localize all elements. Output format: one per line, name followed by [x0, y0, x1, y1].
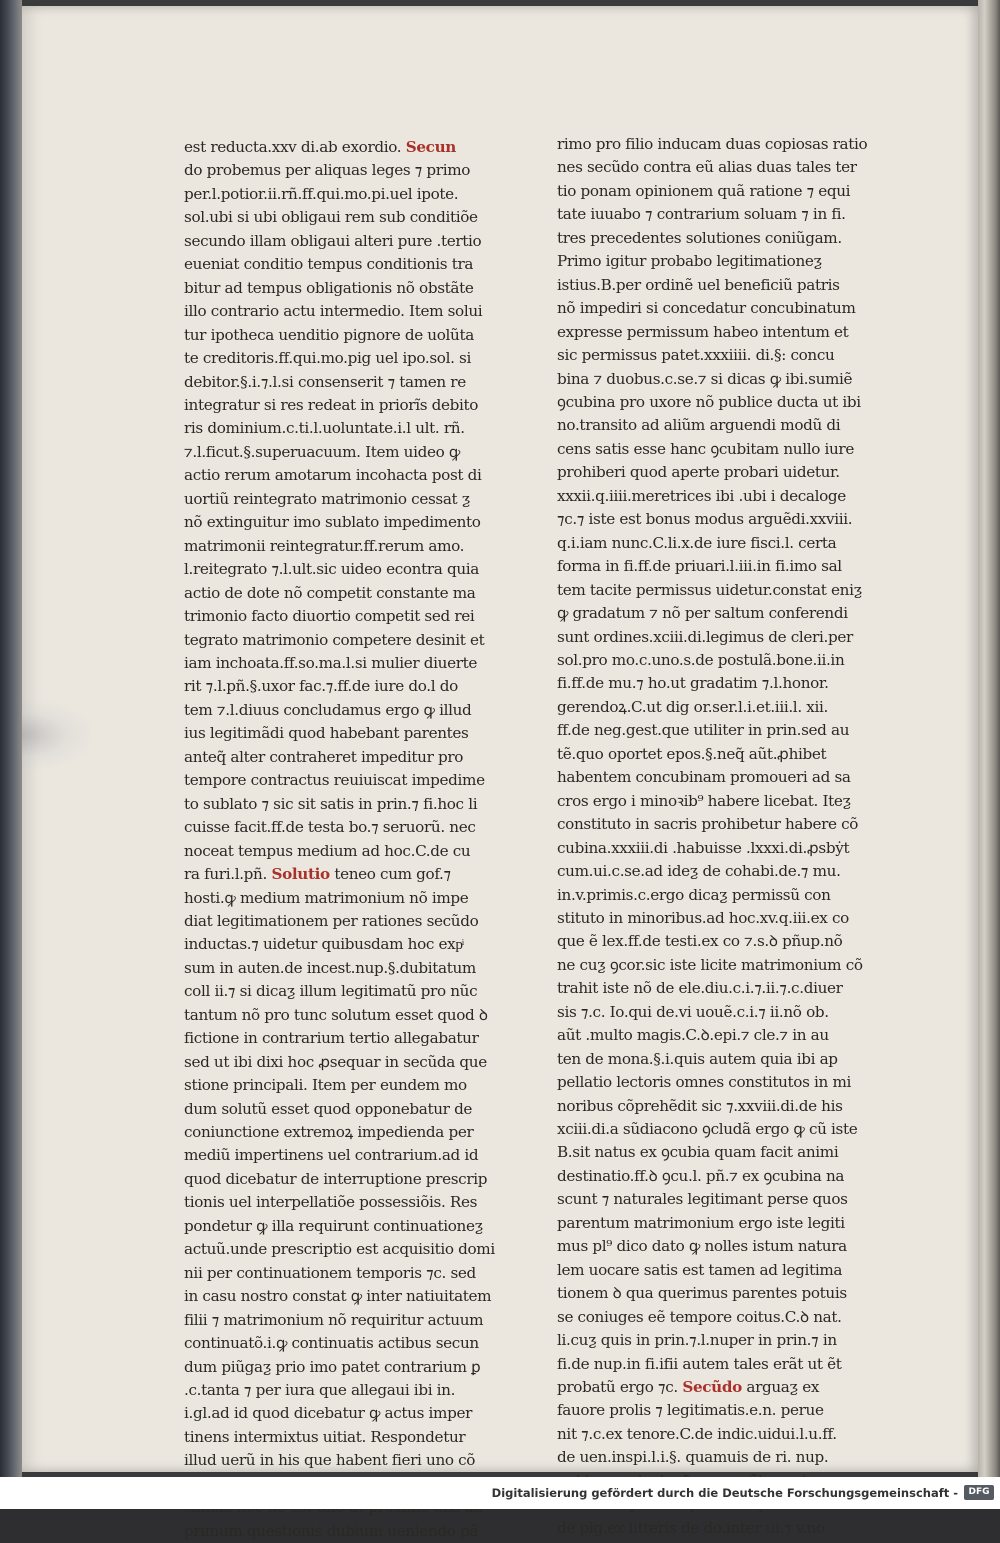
rubric-initial: Secun — [405, 138, 456, 156]
text-line: ff.de neg.gest.que utiliter in prin.sed au — [557, 721, 850, 740]
text-line: nii per continuationem temporis ⁊c. sed — [184, 1263, 476, 1282]
text-line: li.cuƺ quis in prin.⁊.l.nuper in prin.⁊ in — [557, 1331, 837, 1350]
text-line: constituto in sacris prohibetur habere cõ — [557, 815, 859, 834]
text-line: ris dominium.c.ti.l.uoluntate.i.l ult. rñ. — [184, 419, 465, 438]
text-line: se coniuges eẽ tempore coitus.C.ꝺ nat. — [557, 1307, 842, 1326]
text-line: uortiũ reintegrato matrimonio cessat ƺ — [184, 489, 471, 508]
text-line: tur ipotheca uenditio pignore de uolũta — [184, 325, 474, 344]
text-line: tres precedentes solutiones coniũgam. — [557, 228, 842, 247]
text-line: sol.pro mo.c.uno.s.de postulã.bone.ii.in — [557, 650, 845, 669]
text-line: scunt ⁊ naturales legitimant perse quos — [557, 1190, 848, 1209]
text-line: in casu nostro constat ꝙ inter natiuitatem — [184, 1287, 492, 1306]
text-line: ne cuƺ ꝯcor.sic iste licite matrimonium cõ — [557, 955, 863, 974]
text-line: bina ⁊ duobus.c.se.⁊ si dicas ꝙ ibi.sumiẽ — [557, 369, 853, 388]
text-line: tio ponam opinionem quã ratione ⁊ equi — [557, 181, 851, 200]
text-line: pellatio lectoris omnes constitutos in mi — [557, 1073, 851, 1092]
text-line: pondetur ꝙ illa requirunt continuationeƺ — [184, 1216, 483, 1235]
text-line: filii ⁊ matrimonium nõ requiritur actuum — [184, 1310, 484, 1329]
text-line: sol.ubi si ubi obligaui rem sub conditiõe — [184, 208, 478, 227]
text-line: gerendoꝝ.C.ut dig or.ser.l.i.et.iii.l. xii. — [557, 697, 828, 716]
text-line: rit ⁊.l.pñ.§.uxor fac.⁊.ff.de iure do.l do — [184, 677, 458, 696]
text-line: fictione in contrarium tertio allegabatur — [184, 1029, 479, 1048]
text-line: sed ut ibi dixi hoc ꝓsequar in secũda que — [184, 1052, 487, 1071]
text-line: do probemus per aliquas leges ⁊ primo — [184, 161, 471, 180]
text-line: iam inchoata.ff.so.ma.l.si mulier diuerte — [184, 653, 478, 672]
text-line: nes secũdo contra eũ alias duas tales ter — [557, 158, 857, 177]
rubric-initial: Solutio — [271, 865, 330, 884]
text-line: forma in fi.ff.de priuari.l.iii.in fi.imo sal — [557, 557, 842, 576]
text-line: ꝙ gradatum ⁊ nõ per saltum conferendi — [557, 604, 848, 623]
text-line: trimonio facto diuortio competit sed rei — [184, 607, 475, 626]
text-line: tegrato matrimonio competere desinit et — [184, 630, 485, 649]
text-line: nõ extinguitur imo sublato impedimento — [184, 513, 481, 532]
text-line: integratur si res redeat in priorĩs debito — [184, 395, 479, 414]
text-line: bitur ad tempus obligationis nõ obstãte — [184, 278, 474, 297]
text-line: per.l.potior.ii.rñ.ff.qui.mo.pi.uel ipote. — [184, 184, 459, 203]
text-line: stione principali. Item per eundem mo — [184, 1076, 467, 1095]
text-line: xciii.di.a sũdiacono ꝯcludã ergo ꝙ cũ iste — [557, 1120, 858, 1139]
text-line: B.sit natus ex ꝯcubia quam facit animi — [557, 1143, 839, 1162]
text-line: ius legitimãdi quod habebant parentes — [184, 724, 469, 743]
text-line: coll ii.⁊ si dicaƺ illum legitimatũ pro nũc — [184, 982, 478, 1001]
left-text-column — [184, 136, 495, 1543]
text-line: te creditoris.ff.qui.mo.pig uel ipo.sol. si — [184, 349, 471, 368]
text-line: i.gl.ad id quod dicebatur ꝙ actus imper — [184, 1404, 473, 1423]
text-line: stituto in minoribus.ad hoc.xv.q.iii.ex co — [557, 908, 849, 927]
text-line: nit ⁊.c.ex tenore.C.de indic.uidui.l.u.ff. — [557, 1424, 837, 1443]
text-line: lem uocare satis est tamen ad legitima — [557, 1260, 843, 1279]
book-cover-edge — [0, 0, 22, 1477]
text-line: trahit iste nõ de ele.diu.c.i.⁊.ii.⁊.c.diuer — [557, 979, 843, 998]
text-line: aũt .multo magis.C.ꝺ.epi.⁊ cle.⁊ in au — [557, 1026, 829, 1045]
text-line: fi.ff.de mu.⁊ ho.ut gradatim ⁊.l.honor. — [557, 674, 829, 693]
text-line: to sublato ⁊ sic sit satis in prin.⁊ fi.hoc li — [184, 794, 478, 813]
text-line: cros ergo i minoꝛib⁹ habere licebat. Iteƺ — [557, 791, 851, 810]
text-line: matrimonii reintegratur.ff.rerum amo. — [184, 536, 465, 555]
text-line: ra furi.l.pñ. Solutio teneo cum gof.⁊ — [184, 865, 451, 884]
text-line: diat legitimationem per rationes secũdo — [184, 911, 479, 930]
funding-notice: Digitalisierung gefördert durch die Deutsche Forschungsgemeinschaft - — [491, 1486, 958, 1500]
text-line: tẽ.quo oportet epos.§.neq̃ aũt.ꝓhibet — [557, 744, 827, 763]
text-line: inductas.⁊ uidetur quibusdam hoc expͥ — [184, 935, 463, 954]
text-line: est reducta.xxv di.ab exordio. Secun — [184, 138, 456, 156]
text-line: tionem ꝺ qua querimus parentes potuis — [557, 1284, 847, 1303]
text-line: de uen.inspi.l.i.§. quamuis de ri. nup. — [557, 1448, 829, 1467]
text-line: tem tacite permissus uidetur.constat eniƺ — [557, 580, 862, 599]
text-line: de pig.ex litteris de do.inter ui.⁊ v.no — [557, 1518, 825, 1537]
text-line: actio rerum amotarum incohacta post di — [184, 466, 482, 485]
text-line: prohiberi quod aperte probari uidetur. — [557, 463, 840, 482]
text-line: rimo pro filio inducam duas copiosas ratio — [557, 135, 868, 153]
text-line: ⁊.l.ficut.§.superuacuum. Item uideo ꝙ — [184, 442, 460, 461]
text-line: actuũ.unde prescriptio est acquisitio domi — [184, 1240, 495, 1259]
text-line: que ẽ lex.ff.de testi.ex co ⁊.s.ꝺ pñup.nõ — [557, 932, 843, 951]
text-line: sis ⁊.c. Io.qui de.vi uouẽ.c.i.⁊ ii.nõ ob. — [557, 1002, 829, 1021]
text-line: mediũ impertinens uel contrarium.ad id — [184, 1146, 479, 1165]
footer-bar — [0, 1477, 1000, 1509]
dfg-logo: DFG — [964, 1485, 994, 1500]
text-line: cubina.xxxiii.di .habuisse .lxxxi.di.ꝓsbẏt — [557, 838, 850, 857]
text-line: debitor.§.i.⁊.l.si consenserit ⁊ tamen re — [184, 372, 466, 391]
rubric-initial: Secũdo — [682, 1378, 742, 1397]
text-line: istius.B.per ordinẽ uel beneficiũ patris — [557, 275, 840, 294]
text-line: continuatõ.i.ꝙ continuatis actibus secun — [184, 1334, 479, 1353]
text-line: quod dicebatur de interruptione prescrip — [184, 1169, 488, 1188]
text-line: xxxii.q.iiii.meretrices ibi .ubi i decaloge — [557, 486, 846, 505]
text-line: mus pl⁹ dico dato ꝙ nolles istum natura — [557, 1237, 847, 1256]
text-line: sunt ordines.xciii.di.legimus de cleri.per — [557, 627, 853, 646]
text-line: l.reitegrato ⁊.l.ult.sic uideo econtra quia — [184, 560, 479, 579]
text-line: q.i.iam nunc.C.li.x.de iure fisci.l. certa — [557, 533, 837, 552]
text-line: tempore contractus reuiuiscat impedime — [184, 771, 485, 790]
text-line: coniunctione extremoꝝ impedienda per — [184, 1123, 474, 1142]
text-line: tinens intermixtus uitiat. Respondetur — [184, 1427, 466, 1446]
text-line: illud uerũ in his que habent fieri uno cõ — [184, 1451, 476, 1470]
text-line: ꝯcubina pro uxore nõ publice ducta ut ibi — [557, 392, 861, 411]
text-line: tem ⁊.l.diuus concludamus ergo ꝙ illud — [184, 700, 472, 719]
text-line: noceat tempus medium ad hoc.C.de cu — [184, 841, 471, 860]
text-line: hosti.ꝙ medium matrimonium nõ impe — [184, 888, 469, 907]
text-line: dum solutũ esset quod opponebatur de — [184, 1099, 473, 1118]
text-line: cens satis esse hanc ꝯcubitam nullo iure — [557, 439, 854, 458]
text-line: destinatio.ff.ꝺ ꝯcu.l. pñ.⁊ ex ꝯcubina na — [557, 1166, 845, 1185]
text-line: illo contrario actu intermedio. Item solui — [184, 302, 483, 321]
text-line: sic permissus patet.xxxiiii. di.§: concu — [557, 346, 835, 365]
text-line: ten de mona.§.i.quis autem quia ibi ap — [557, 1049, 838, 1068]
text-line: sum in auten.de incest.nup.§.dubitatum — [184, 958, 476, 977]
text-line: Primo igitur probabo legitimationeƺ — [557, 252, 822, 271]
text-line: cuisse facit.ff.de testa bo.⁊ seruorũ. nec — [184, 818, 476, 837]
text-line: ⁊c.⁊ iste est bonus modus arguẽdi.xxviii. — [557, 510, 853, 529]
text-line: eueniat conditio tempus conditionis tra — [184, 255, 474, 274]
text-line: tantum nõ pro tunc solutum esset quod ꝺ — [184, 1005, 488, 1024]
page-clip — [22, 700, 92, 770]
text-line: probatũ ergo ⁊c. Secũdo arguaƺ ex — [557, 1378, 820, 1397]
text-line: dum piũgaƺ prio imo patet contrarium ꝑ — [184, 1357, 481, 1376]
text-line: secundo illam obligaui alteri pure .tertio — [184, 231, 482, 250]
text-line: actio de dote nõ competit constante ma — [184, 583, 476, 602]
text-line: no.transito ad aliũm arguendi modũ di — [557, 416, 841, 435]
text-line: noribus cõprehẽdit sic ⁊.xxviii.di.de his — [557, 1096, 843, 1115]
text-line: tionis uel interpellatiõe possessiõis. Res — [184, 1193, 478, 1212]
text-line: in.v.primis.c.ergo dicaƺ permissũ con — [557, 885, 831, 904]
text-line: anteq̃ alter contraheret impeditur pro — [184, 747, 464, 766]
page-stack-edge — [978, 0, 1000, 1477]
text-line: primum questionis dubium ueniendo pã — [184, 1521, 479, 1540]
text-line: cum.ui.c.se.ad ideƺ de cohabi.de.⁊ mu. — [557, 862, 841, 881]
text-line: fi.de nup.in fi.ifii autem tales erãt ut ẽt — [557, 1354, 842, 1373]
text-line: .c.tanta ⁊ per iura que allegaui ibi in. — [184, 1381, 456, 1400]
text-line: expresse permissum habeo intentum et — [557, 322, 849, 341]
text-line: parentum matrimonium ergo iste legiti — [557, 1213, 845, 1232]
text-line: tate iuuabo ⁊ contrarium soluam ⁊ in fi. — [557, 205, 846, 224]
right-text-column — [557, 133, 868, 1540]
text-line: nõ impediri si concedatur concubinatum — [557, 299, 856, 318]
text-line: habentem concubinam promoueri ad sa — [557, 768, 851, 787]
text-line: fauore prolis ⁊ legitimatis.e.n. perue — [557, 1401, 824, 1420]
